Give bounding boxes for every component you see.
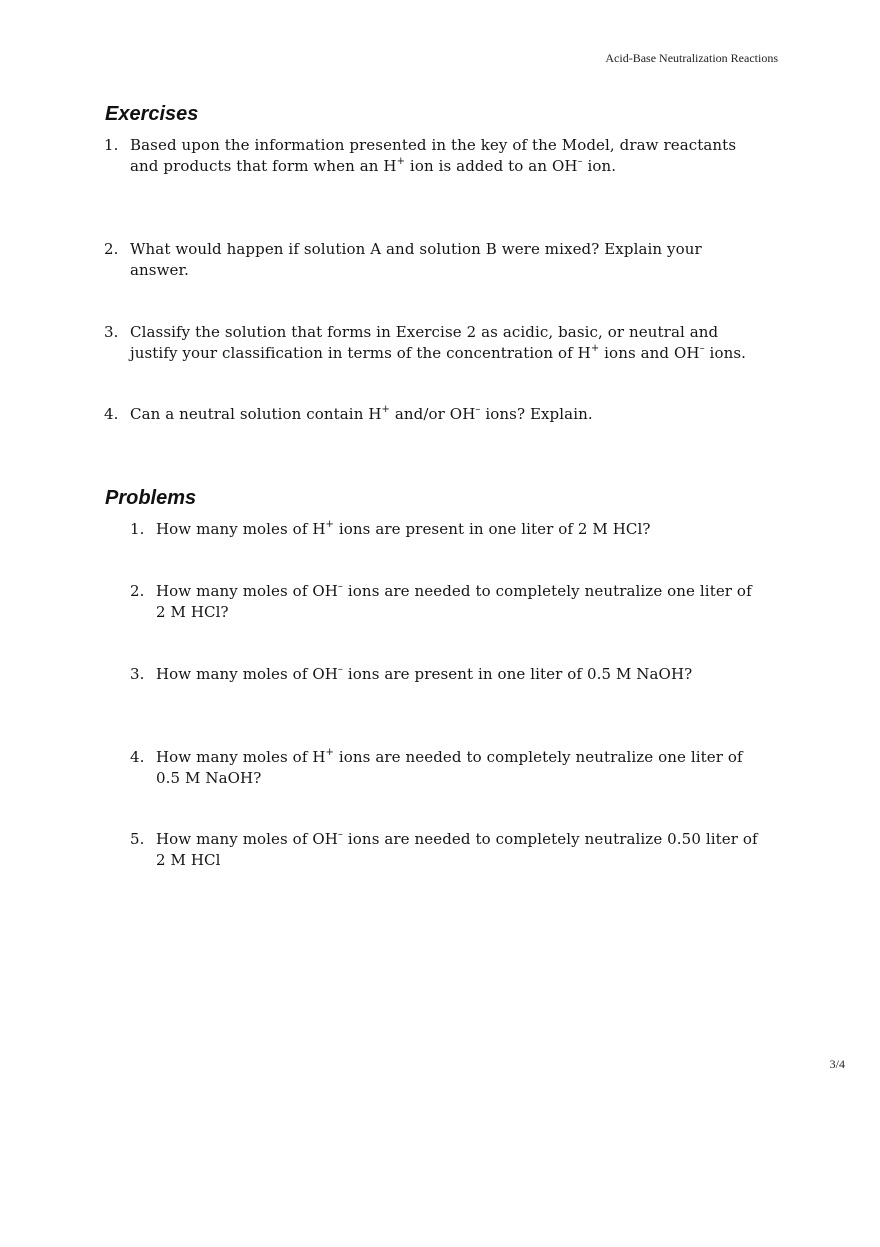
item-number: 2. — [104, 240, 119, 258]
item-number: 1. — [104, 136, 119, 154]
running-header-title: Acid-Base Neutralization Reactions — [605, 51, 778, 65]
text-segment: ions are needed to completely neutralize 0.50 liter of — [343, 830, 758, 848]
exercise-item — [104, 239, 702, 281]
text-segment: Based upon the information presented in the key of the Model, draw reactants — [130, 136, 737, 154]
problem-item — [130, 664, 693, 685]
superscript-charge: + — [325, 747, 334, 758]
question-text-line — [156, 829, 758, 850]
superscript-charge: + — [381, 404, 390, 415]
text-segment: ion. — [582, 157, 617, 175]
superscript-charge: – — [337, 664, 344, 675]
question-text-line — [130, 239, 702, 260]
text-segment: How many moles of OH — [156, 582, 338, 600]
superscript-charge: – — [337, 829, 344, 840]
text-segment: How many moles of OH — [156, 665, 338, 683]
text-segment: and/or OH — [390, 405, 476, 423]
question-text-line — [156, 768, 743, 789]
text-segment: What would happen if solution A and solution B were mixed? Explain your — [130, 240, 702, 258]
superscript-charge: – — [699, 343, 705, 354]
exercises-heading: Exercises — [105, 103, 199, 125]
exercise-item — [104, 322, 747, 364]
problems-heading: Problems — [105, 487, 197, 509]
text-segment: answer. — [130, 261, 190, 279]
question-text-line — [130, 260, 702, 281]
exercise-item — [104, 404, 593, 425]
problem-item — [130, 747, 743, 789]
item-number: 3. — [130, 665, 145, 683]
exercise-item — [104, 135, 737, 177]
question-text-line — [156, 850, 758, 871]
text-segment: 2 M HCl — [156, 851, 221, 869]
item-number: 3. — [104, 323, 119, 341]
problem-item — [130, 829, 758, 871]
question-text-line — [130, 135, 736, 156]
item-number: 5. — [130, 830, 145, 848]
item-number: 2. — [130, 582, 145, 600]
text-segment: ions. — [704, 344, 747, 362]
text-segment: ions? Explain. — [480, 405, 593, 423]
text-segment: How many moles of OH — [156, 830, 338, 848]
superscript-charge: – — [337, 581, 344, 592]
question-text-line — [156, 747, 743, 768]
question-text-line — [130, 156, 736, 177]
superscript-charge: – — [475, 404, 481, 415]
text-segment: ions are present in one liter of 2 M HCl? — [334, 520, 651, 538]
text-segment: Classify the solution that forms in Exercise 2 as acidic, basic, or neutral and — [130, 323, 719, 341]
text-segment: ion is added to an OH — [405, 157, 578, 175]
text-segment: ions are present in one liter of 0.5 M NaOH? — [343, 665, 693, 683]
page-number: 3/4 — [829, 1057, 845, 1071]
text-segment: 0.5 M NaOH? — [156, 769, 262, 787]
text-segment: ions are needed to completely neutralize one liter of — [334, 748, 743, 766]
text-segment: 2 M HCl? — [156, 603, 229, 621]
question-text-line — [130, 404, 593, 425]
item-number: 4. — [104, 405, 119, 423]
text-segment: ions are needed to completely neutralize one liter of — [343, 582, 752, 600]
text-segment: justify your classification in terms of the concentration of H — [130, 344, 591, 362]
item-number: 4. — [130, 748, 145, 766]
question-text-line — [156, 519, 651, 540]
text-segment: ions and OH — [599, 344, 700, 362]
question-text-line — [156, 664, 692, 685]
problem-item — [130, 581, 752, 623]
question-text-line — [130, 343, 746, 364]
superscript-charge: + — [396, 156, 406, 167]
superscript-charge: + — [590, 343, 600, 354]
problem-item — [130, 519, 651, 540]
superscript-charge: – — [577, 156, 583, 167]
superscript-charge: + — [325, 519, 334, 530]
item-number: 1. — [130, 520, 145, 538]
text-segment: How many moles of H — [156, 520, 326, 538]
text-segment: Can a neutral solution contain H — [130, 405, 382, 423]
text-segment: and products that form when an H — [130, 157, 397, 175]
question-text-line — [156, 581, 752, 602]
question-text-line — [130, 322, 746, 343]
question-text-line — [156, 602, 752, 623]
text-segment: How many moles of H — [156, 748, 326, 766]
